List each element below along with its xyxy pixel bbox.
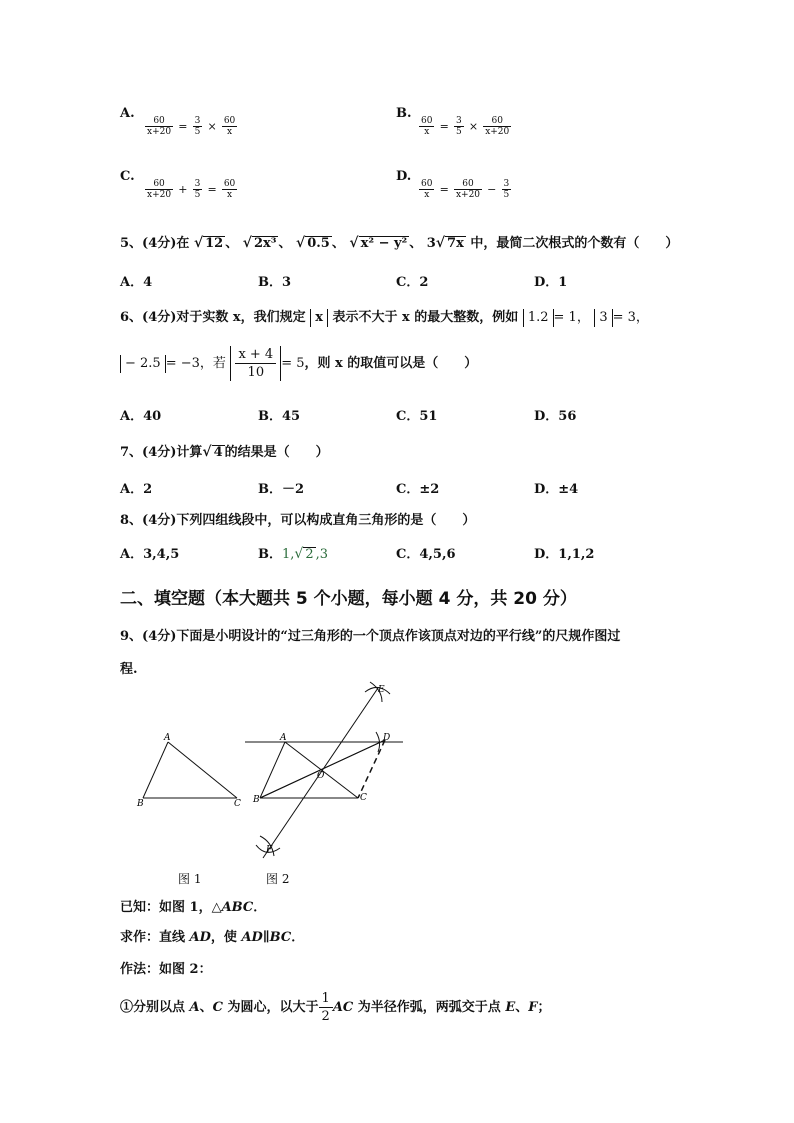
option-label: B. bbox=[396, 106, 412, 121]
known-statement: 已知：如图 1，△ABC． bbox=[120, 900, 267, 915]
q6-option-b: B．45 bbox=[258, 409, 301, 424]
method-heading: 作法：如图 2： bbox=[120, 962, 212, 977]
q8-option-b: B．1,√ 2 ,3 bbox=[258, 546, 329, 562]
fig1-label-c: C bbox=[234, 799, 241, 809]
q8-option-c: C．4,5,6 bbox=[396, 547, 456, 562]
equation: $\frac{60}{x+20}$ = $\frac{3}{5}$ × $\frac{60}{x}$ bbox=[147, 116, 236, 137]
fig2-label-a: A bbox=[280, 733, 287, 743]
q6-option-c: C．51 bbox=[396, 409, 438, 424]
equation: $\frac{60}{x}$ = $\frac{3}{5}$ × $\frac{60}{x+20}$ bbox=[421, 116, 510, 137]
fig2-label-c: C bbox=[360, 793, 367, 803]
question-7: 7、(4分)计算√ 4 的结果是（ ） bbox=[120, 444, 329, 460]
fig2-label-o: O bbox=[317, 771, 325, 781]
equation: $\frac{60}{x}$ = $\frac{60}{x+20}$ − $\frac{3}{5}$ bbox=[421, 179, 510, 200]
equation: $\frac{60}{x+20}$ + $\frac{3}{5}$ = $\frac{60}{x}$ bbox=[147, 179, 236, 200]
figure-2-caption: 图 2 bbox=[266, 872, 290, 886]
step-1: ①分别以点 A、C 为圆心，以大于 $\frac{1}{2}$ AC 为半径作弧，两弧交于点 E、F； bbox=[120, 991, 551, 1024]
q5-option-c: C．2 bbox=[396, 275, 429, 290]
question-9-line-2: 程. bbox=[120, 662, 138, 677]
question-9-line-1: 9、(4分)下面是小明设计的“过三角形的一个顶点作该顶点对边的平行线”的尺规作图过 bbox=[120, 629, 621, 644]
fig1-label-b: B bbox=[137, 799, 144, 809]
q7-option-c: C．±2 bbox=[396, 482, 440, 497]
figure-2 bbox=[245, 682, 403, 858]
geometry-figures bbox=[120, 680, 420, 865]
fig2-label-f: F bbox=[266, 845, 273, 855]
question-8: 8、(4分)下列四组线段中，可以构成直角三角形的是（ ） bbox=[120, 513, 476, 528]
fig2-label-b: B bbox=[253, 795, 260, 805]
q8-option-d: D．1,1,2 bbox=[534, 547, 595, 562]
q7-option-b: B．－2 bbox=[258, 482, 305, 497]
question-6-line-2: − 2.5 = −3，若 $\frac{x + 4}{10}$ = 5，则 x 的取值可以是（ ） bbox=[120, 346, 477, 381]
q7-option-a: A．2 bbox=[120, 482, 153, 497]
q5-option-d: D．1 bbox=[534, 275, 568, 290]
q7-option-d: D．±4 bbox=[534, 482, 579, 497]
option-label: D. bbox=[396, 169, 412, 184]
option-label: A. bbox=[120, 106, 135, 121]
option-label: C. bbox=[120, 169, 135, 184]
question-5: 5、(4分)在 √ 12 、 √ 2x³ 、 √ 0.5 、 √ x² − y² 、 3√ 7x 中，最简二次根式的个数有（ ） bbox=[120, 235, 679, 251]
figure-1-triangle bbox=[143, 742, 237, 798]
fig2-label-e: E bbox=[378, 685, 385, 695]
q8-option-a: A．3,4,5 bbox=[120, 547, 180, 562]
q6-option-d: D．56 bbox=[534, 409, 577, 424]
section-heading: 二、填空题（本大题共 5 个小题，每小题 4 分，共 20 分） bbox=[120, 589, 577, 609]
task-statement: 求作：直线 AD，使 AD∥BC． bbox=[120, 930, 305, 945]
fig1-label-a: A bbox=[164, 733, 171, 743]
q5-option-b: B．3 bbox=[258, 275, 292, 290]
fig2-label-d: D bbox=[383, 733, 391, 743]
figure-1-caption: 图 1 bbox=[178, 872, 202, 886]
question-6-line-1: 6、(4分)对于实数 x，我们规定 x 表示不大于 x 的最大整数，例如 1.2 = 1， 3 = 3， bbox=[120, 309, 649, 325]
q5-option-a: A．4 bbox=[120, 275, 153, 290]
q6-option-a: A．40 bbox=[120, 409, 162, 424]
